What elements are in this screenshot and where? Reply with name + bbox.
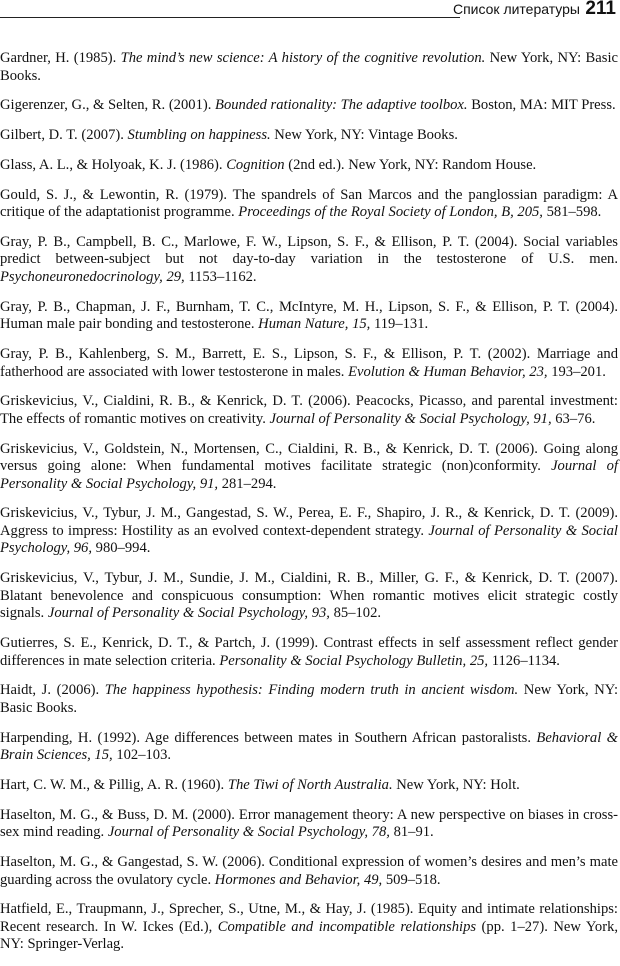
ref-title-italic: Journal of Personality & Social Psychology, 96, (0, 522, 618, 557)
reference-entry (0, 97, 620, 115)
ref-title-italic: The happiness hypothesis: Finding modern truth in ancient wisdom. (104, 682, 519, 699)
page-number: 211 (585, 0, 616, 19)
reference-entry (0, 635, 620, 670)
ref-publisher-text: (2nd ed.). New York, NY: Random House. (284, 156, 537, 173)
ref-authors-text: Griskevicius, V., Tybur, J. M., Sundie, J. M., Cialdini, R. B., Miller, G. F., & Kenrick, D. T. (2007). Blatant benevolence and conspicuous consumption: When romantic motives elicit strategic costly signals. (0, 570, 618, 622)
ref-authors-text: Griskevicius, V., Tybur, J. M., Gangestad, S. W., Perea, E. F., Shapiro, J. R., & Kenrick, D. T. (2009). Aggress to impress: Hostility as an evolved context-dependent strategy. (0, 505, 618, 539)
ref-authors-text: Hatfield, E., Traupmann, J., Sprecher, S., Utne, M., & Hay, J. (1985). Equity and intimate relationships: Recent research. In W. Ickes (Ed.), (0, 901, 618, 935)
reference-entry (0, 901, 620, 954)
ref-publisher-text: 281–294. (218, 475, 277, 492)
ref-authors-text: Haselton, M. G., & Gangestad, S. W. (2006). Conditional expression of women’s desires and men’s mate guarding across the ovulatory cycle. (0, 854, 618, 888)
ref-publisher-text: 102–103. (112, 747, 172, 764)
reference-entry (0, 505, 620, 558)
reference-entry (0, 441, 620, 494)
ref-authors-text: Gigerenzer, G., & Selten, R. (2001). (0, 97, 216, 114)
ref-title-italic: The Tiwi of North Australia. (227, 776, 393, 793)
ref-authors-text: Gray, P. B., Campbell, B. C., Marlowe, F. W., Lipson, S. F., & Ellison, P. T. (2004). Social variables predict between-subject but not day-to-day variation in the testosterone of U.S. men. (0, 233, 618, 268)
ref-publisher-text: 581–598. (542, 204, 602, 221)
ref-title-italic: Compatible and incompatible relationships (217, 918, 477, 935)
ref-title-italic: Evolution & Human Behavior, 23, (348, 363, 548, 380)
reference-entry (0, 730, 620, 765)
reference-entry (0, 777, 620, 795)
ref-title-italic: Proceedings of the Royal Society of London, B, 205, (238, 204, 543, 221)
ref-publisher-text: New York, NY: Basic Books. (0, 50, 618, 84)
ref-authors-text: Griskevicius, V., Goldstein, N., Mortensen, C., Cialdini, R. B., & Kenrick, D. T. (2006). Going along versus going alone: When fundamental motives facilitate strategic (non)conformity. (0, 440, 618, 475)
ref-publisher-text: 509–518. (382, 871, 441, 888)
ref-authors-text: Gutierres, S. E., Kenrick, D. T., & Partch, J. (1999). Contrast effects in self assessment reflect gender differences in mate selection criteria. (0, 635, 618, 669)
ref-publisher-text: 1153–1162. (184, 268, 257, 285)
ref-authors-text: Gray, P. B., Kahlenberg, S. M., Barrett, E. S., Lipson, S. F., & Ellison, P. T. (2002). Marriage and fatherhood are associated with lower testosterone in males. (0, 346, 618, 380)
ref-title-italic: Psychoneuronedocrinology, 29, (0, 268, 185, 285)
ref-authors-text: Haselton, M. G., & Buss, D. M. (2000). Error management theory: A new perspective on biases in cross-sex mind reading. (0, 806, 618, 841)
ref-title-italic: Journal of Personality & Social Psychology, 78, (107, 824, 390, 841)
ref-publisher-text: New York, NY: Basic Books. (0, 682, 618, 716)
ref-publisher-text: 1126–1134. (488, 652, 560, 669)
ref-title-italic: Stumbling on happiness. (127, 127, 271, 144)
ref-title-italic: Hormones and Behavior, 49, (214, 871, 383, 888)
reference-entry (0, 157, 620, 175)
reference-entry (0, 854, 620, 889)
ref-title-italic: Personality & Social Psychology Bulletin, 25, (219, 652, 489, 669)
reference-entry (0, 127, 620, 145)
ref-authors-text: Gray, P. B., Chapman, J. F., Burnham, T. C., McIntyre, M. H., Lipson, S. F., & Ellison, P. T. (2004). Human male pair bonding and testosterone. (0, 298, 618, 333)
reference-list (0, 50, 620, 966)
running-header (0, 0, 620, 26)
ref-title-italic: Journal of Personality & Social Psychology, 91, (0, 458, 618, 492)
ref-title-italic: Cognition (226, 156, 285, 173)
ref-authors-text: Gilbert, D. T. (2007). (0, 127, 128, 144)
reference-entry (0, 570, 620, 623)
ref-publisher-text: 85–102. (329, 605, 382, 622)
ref-title-italic: Human Nature, 15, (258, 316, 371, 333)
ref-authors-text: Glass, A. L., & Holyoak, K. J. (1986). (0, 156, 227, 173)
ref-publisher-text: 63–76. (551, 410, 596, 427)
ref-authors-text: Haidt, J. (2006). (0, 682, 105, 699)
ref-title-italic: Journal of Personality & Social Psychology, 93, (47, 605, 330, 622)
ref-publisher-text: 119–131. (370, 316, 429, 333)
reference-entry (0, 682, 620, 717)
ref-authors-text: Gardner, H. (1985). (0, 50, 121, 66)
ref-publisher-text: (pp. 1–27). New York, NY: Springer-Verlag. (0, 918, 619, 953)
ref-authors-text: Hart, C. W. M., & Pillig, A. R. (1960). (0, 776, 228, 793)
ref-authors-text: Gould, S. J., & Lewontin, R. (1979). The spandrels of San Marcos and the panglossian paradigm: A critique of the adaptationist programme. (0, 186, 618, 221)
ref-authors-text: Harpending, H. (1992). Age differences between mates in Southern African pastoralists. (0, 729, 537, 746)
ref-title-italic: Journal of Personality & Social Psychology, 91, (269, 410, 552, 427)
reference-entry (0, 393, 620, 428)
ref-publisher-text: 81–91. (389, 824, 434, 841)
reference-entry (0, 299, 620, 334)
ref-title-italic: Bounded rationality: The adaptive toolbox. (215, 97, 468, 114)
ref-publisher-text: Boston, MA: MIT Press. (467, 97, 616, 114)
reference-entry (0, 346, 620, 381)
header-rule (0, 17, 460, 18)
ref-publisher-text: New York, NY: Vintage Books. (270, 127, 458, 144)
reference-entry (0, 50, 620, 85)
reference-entry (0, 234, 620, 287)
reference-entry (0, 807, 620, 842)
ref-publisher-text: 193–201. (547, 363, 606, 380)
ref-publisher-text: 980–994. (92, 540, 151, 557)
ref-authors-text: Griskevicius, V., Cialdini, R. B., & Kenrick, D. T. (2006). Peacocks, Picasso, and parental investment: The effects of romantic motives on creativity. (0, 393, 618, 427)
ref-publisher-text: New York, NY: Holt. (392, 776, 520, 793)
ref-title-italic: Behavioral & Brain Sciences, 15, (0, 729, 618, 764)
running-title: Список литературы (452, 1, 580, 17)
reference-entry (0, 187, 620, 222)
ref-title-italic: The mind’s new science: A history of the cognitive revolution. (120, 50, 486, 66)
